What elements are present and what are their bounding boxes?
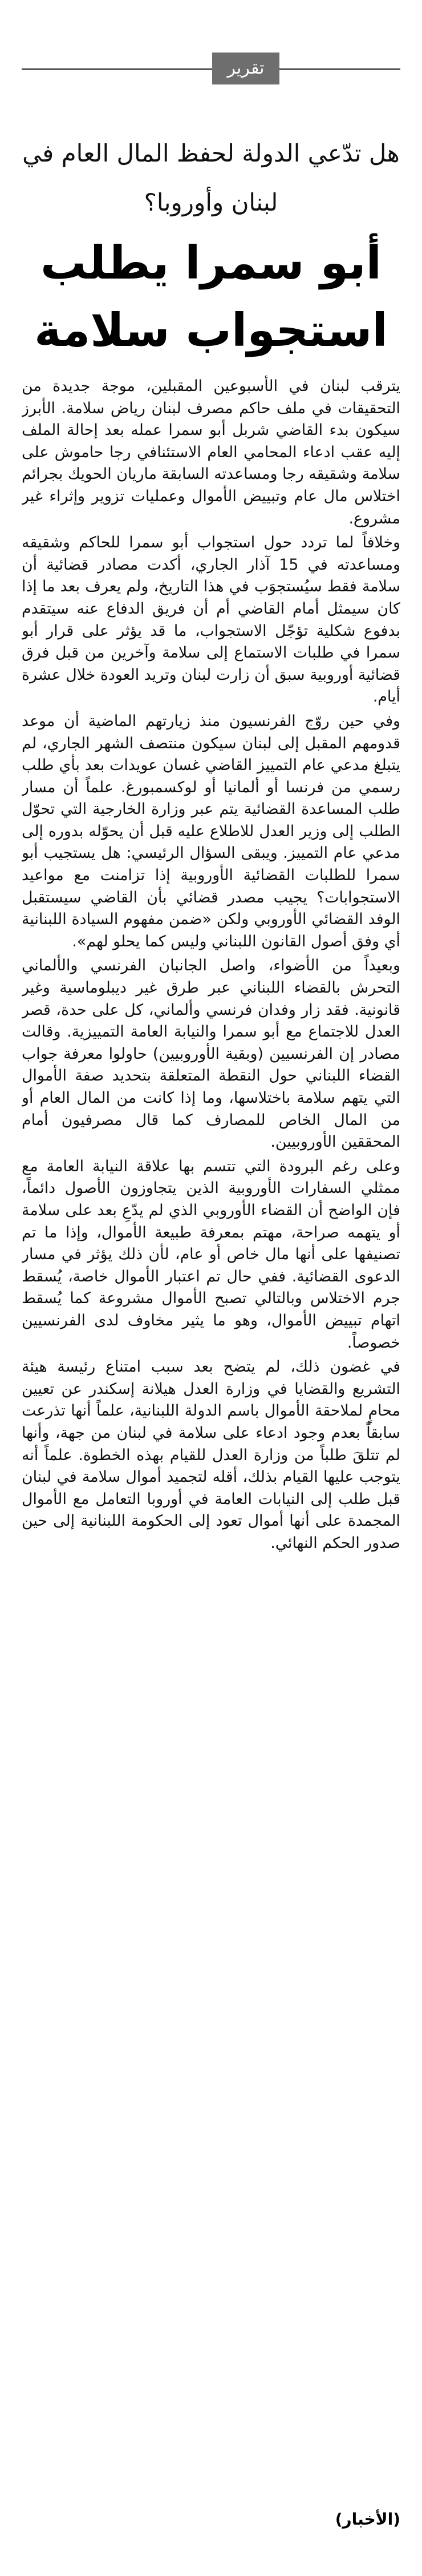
paragraph-2: وخلافاً لما تردد حول استجواب أبو سمرا للحاكم وشقيقه ومساعدته في 15 آذار الجاري، أكدت مصادر قضائية أن سلامة فقط سيُستجوَب في هذا التاريخ، ولم يعرف بعد ما إذا كان سيمثل أمام القاضي أم أن فريق الدفاع عنه سيتقدم بدفوع شكلية تؤجّل الاستجواب، ما قد يؤثر على قرار أبو سمرا في طلبات الاستماع إلى سلامة وآخرين من قبل فرق قضائية أوروبية سبق أن زارت لبنان وتريد العودة خلال عشرة أيام. bbox=[22, 534, 400, 706]
paragraph-4: وبعيداً من الأضواء، واصل الجانبان الفرنسي والألماني التحرش بالقضاء اللبناني عبر طرق غير ديبلوماسية وغير قانونية. فقد زار وفدان فرنسي وألماني، كل على حدة، قصر العدل للاجتماع مع أبو سمرا والنيابة العامة التمييزية. وقالت مصادر إن الفرنسيين (وبقية الأوروبيين) حاولوا معرفة جواب القضاء اللبناني حول النقطة المتعلقة بتحديد صفة الأموال التي يتهم سلامة باختلاسها، وما إذا كانت من المال العام أو من المال الخاص للمصارف كما قال مصرفيون أمام المحققين الأوروبيين. bbox=[22, 957, 400, 1151]
article-body bbox=[22, 376, 400, 2488]
article-byline: (الأخبار) bbox=[335, 2510, 400, 2529]
category-tag: تقرير bbox=[212, 53, 279, 84]
article-headline: أبو سمرا يطلب استجواب سلامة bbox=[34, 236, 388, 357]
top-divider bbox=[22, 68, 400, 81]
paragraph-3: وفي حين روّج الفرنسيون منذ زيارتهم الماضية أن موعد قدومهم المقبل إلى لبنان سيكون منتصف الشهر الجاري، لم يتبلغ مدعي عام التمييز القاضي غسان عويدات بعد بأي طلب رسمي من فرنسا أو ألمانيا أو لوكسمبورغ. علماً أن مسار طلب المساعدة القضائية يتم عبر وزارة الخارجية التي تحوّل الطلب إلى وزير العدل للاطلاع عليه قبل أن يحوّله بدوره إلى مدعي عام التمييز. ويبقى السؤال الرئيسي: هل يستجيب أبو سمرا للطلبات القضائية الأوروبية إذا تزامنت مع مواعيد الاستجوابات؟ يجيب مصدر قضائي بأن القاضي سيستقبل الوفد القضائي الأوروبي ولكن «ضمن مفهوم السيادة اللبنانية أي وفق أصول القانون اللبناني وليس كما يحلو لهم». bbox=[22, 712, 400, 950]
paragraph-5: وعلى رغم البرودة التي تتسم بها علاقة النيابة العامة مع ممثلي السفارات الأوروبية الذين يتجاوزون الأصول دائماً، فإن الواضح أن القضاء الأوروبي الذي لم يدّعِ بعد على سلامة أو يتهمه صراحة، مهتم بمعرفة طبيعة الأموال، وإذا ما تم تصنيفها على أنها مال خاص أو عام، لأن ذلك يؤثر في مسار الدعوى القضائية. ففي حال تم اعتبار الأموال خاصة، يُسقط جرم الاختلاس وبالتالي تصبح الأموال مشروعة كما يُسقط اتهام تبييض الأموال، وهو ما يثير مخاوف لدى الفرنسيين خصوصاً. bbox=[22, 1157, 400, 1352]
paragraph-1: يترقب لبنان في الأسبوعين المقبلين، موجة جديدة من التحقيقات في ملف حاكم مصرف لبنان رياض سلامة. الأبرز سيكون بدء القاضي شربل أبو سمرا عمله بعد إحالة الملف إليه عقب ادعاء المحامي العام الاستئنافي رجا حاموش على سلامة وشقيقه رجا ومساعدته السابقة ماريان الحويك بجرائم اختلاس مال عام وتبييض الأموال وعمليات تزوير وإثراء غير مشروع. bbox=[22, 377, 400, 527]
paragraph-6: في غضون ذلك، لم يتضح بعد سبب امتناع رئيسة هيئة التشريع والقضايا في وزارة العدل هيلانة إسكندر عن تعيين محامٍ لملاحقة الأموال باسم الدولة اللبنانية، علماً أنها تذرعت سابقاً بعدم وجود ادعاء على سلامة في لبنان من جهة، وأنها لم تتلقَ طلباً من وزارة العدل للقيام بهذه الخطوة. علماً أنه يتوجب عليها القيام بذلك، أقله لتجميد أموال سلامة في لبنان قبل طلب إلى النيابات العامة في أوروبا التعامل مع الأموال المجمدة على أنها أموال تعود إلى الحكومة اللبنانية إلى حين صدور الحكم النهائي. bbox=[22, 1358, 400, 1552]
article-kicker: هل تدّعي الدولة لحفظ المال العام في لبنان وأوروبا؟ bbox=[22, 139, 400, 216]
